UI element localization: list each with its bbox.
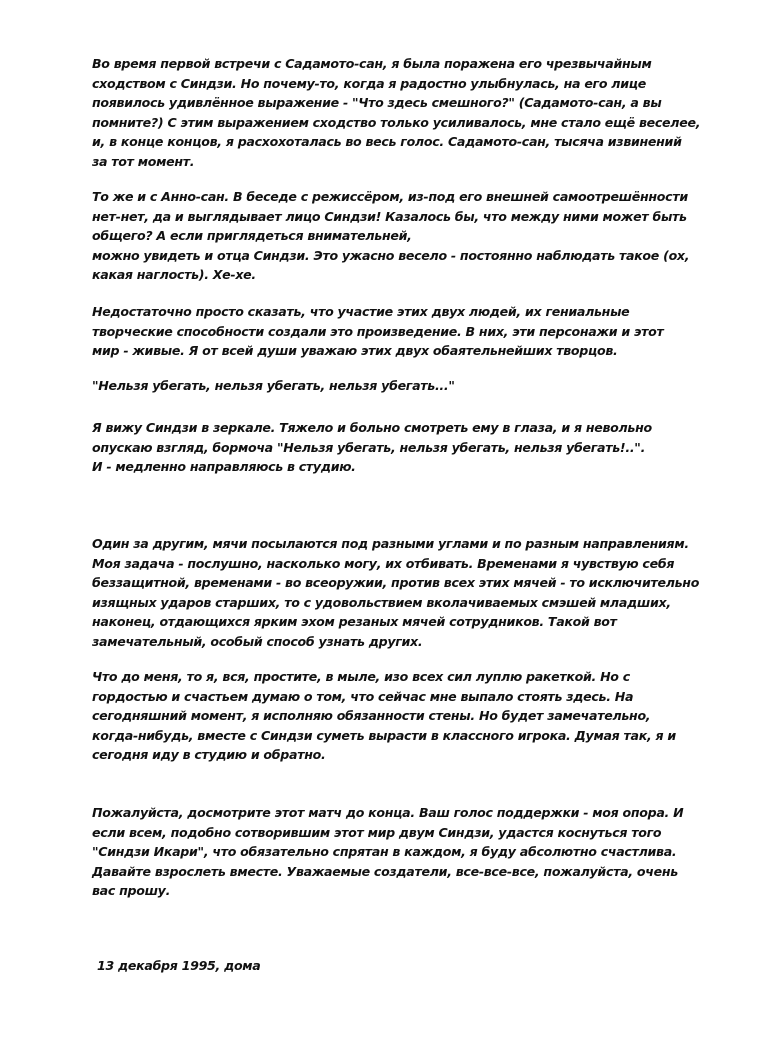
text-line: "Синдзи Икари", что обязательно спрятан в каждом, я буду абсолютно счастлива. <box>92 844 677 860</box>
date-signature: 13 декабря 1995, дома <box>97 958 261 973</box>
text-line: Один за другим, мячи посылаются под разными углами и по разным направлениям. <box>92 536 689 551</box>
text-line: можно увидеть и отца Синдзи. Это ужасно весело - постоянно наблюдать такое (ох, <box>92 247 690 263</box>
text-line: если всем, подобно сотворившим этот мир двум Синдзи, удастся коснуться того <box>92 824 662 840</box>
text-line: замечательный, особый способ узнать других. <box>92 633 423 649</box>
text-line: Во время первой встречи с Садамото-сан, я была поражена его чрезвычайным <box>92 56 652 71</box>
text-line: То же и с Анно-сан. В беседе с режиссёром, из-под его внешней самоотрешённости <box>92 189 688 204</box>
text-line: нет-нет, да и выглядывает лицо Синдзи! Казалось бы, что между ними может быть <box>92 208 687 224</box>
text-line: Я вижу Синдзи в зеркале. Тяжело и больно смотреть ему в глаза, и я невольно <box>92 420 652 435</box>
text-line: И - медленно направляюсь в студию. <box>92 459 356 475</box>
text-line: опускаю взгляд, бормоча "Нельзя убегать, нельзя убегать, нельзя убегать!..". <box>92 439 646 455</box>
text-line: сегодняшний момент, я исполняю обязанности стены. Но будет замечательно, <box>92 708 651 724</box>
text-line: появилось удивлённое выражение - "Что здесь смешного?" (Садамото-сан, а вы <box>92 95 662 111</box>
text-line: общего? А если приглядеться внимательней, <box>92 228 412 244</box>
text-line: вас прошу. <box>92 883 171 899</box>
text-line: Пожалуйста, досмотрите этот матч до конца. Ваш голос поддержки - моя опора. И <box>92 805 684 820</box>
paragraph-anno <box>92 187 732 285</box>
text-line: творческие способности создали это произведение. В них, эти персонажи и этот <box>92 323 664 339</box>
text-line: мир - живые. Я от всей души уважаю этих двух обаятельнейших творцов. <box>92 343 618 359</box>
paragraph-mirror <box>92 418 732 477</box>
text-line: какая наглость). Хе-хе. <box>92 267 256 283</box>
text-line: Недостаточно просто сказать, что участие этих двух людей, их гениальные <box>92 304 630 319</box>
paragraph-closing <box>92 803 732 901</box>
text-line: "Нельзя убегать, нельзя убегать, нельзя убегать..." <box>92 378 455 393</box>
text-line: сегодня иду в студию и обратно. <box>92 747 326 763</box>
text-line: изящных ударов старших, то с удовольствием вколачиваемых смэшей младших, <box>92 594 671 610</box>
text-line: беззащитной, временами - во всеоружии, против всех этих мячей - то исключительно <box>92 575 700 591</box>
paragraph-sadamoto <box>92 54 732 172</box>
text-line: помните?) С этим выражением сходство только усиливалось, мне стало ещё веселее, <box>92 114 701 130</box>
paragraph-quote <box>92 376 732 396</box>
text-line: и, в конце концов, я расхохоталась во весь голос. Садамото-сан, тысяча извинений <box>92 134 682 150</box>
text-line: когда-нибудь, вместе с Синдзи суметь вырасти в классного игрока. Думая так, я и <box>92 727 676 743</box>
text-line: Что до меня, то я, вся, простите, в мыле, изо всех сил луплю ракеткой. Но с <box>92 669 630 684</box>
paragraph-racket <box>92 667 732 765</box>
text-line: Моя задача - послушно, насколько могу, их отбивать. Временами я чувствую себя <box>92 555 675 571</box>
text-line: Давайте взрослеть вместе. Уважаемые создатели, все-все-все, пожалуйста, очень <box>92 863 678 879</box>
paragraph-creators <box>92 302 732 361</box>
text-line: наконец, отдающихся ярким эхом резаных мячей сотрудников. Такой вот <box>92 614 617 630</box>
text-line: гордостью и счастьем думаю о том, что сейчас мне выпало стоять здесь. На <box>92 688 634 704</box>
text-line: за тот момент. <box>92 153 195 169</box>
paragraph-balls <box>92 534 732 652</box>
text-line: сходством с Синдзи. Но почему-то, когда я радостно улыбнулась, на его лице <box>92 75 646 91</box>
